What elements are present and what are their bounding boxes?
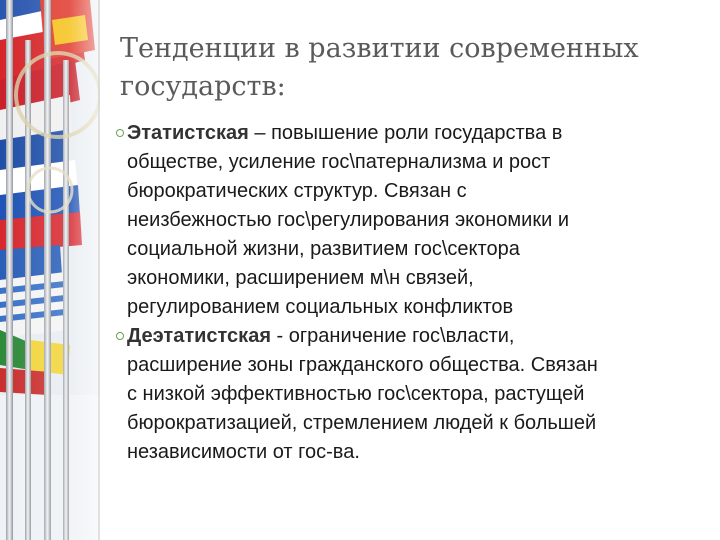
slide-title-line: Тенденции в развитии современных (120, 33, 639, 64)
slide-title (120, 30, 680, 106)
list-item (116, 322, 706, 467)
list-item-text: расширение зоны гражданского общества. Связан (127, 354, 598, 376)
term-label: Деэтатистская (127, 325, 271, 347)
list-item-text: неизбежностью гос\регулирования экономики и (127, 209, 569, 231)
list-item-text: регулированием социальных конфликтов (127, 296, 514, 318)
flags-on-poles-image (0, 0, 100, 540)
list-item-text: обществе, усиление гос\патернализма и рост (127, 151, 551, 173)
list-item-text: независимости от гос-ва. (127, 441, 360, 463)
list-item-text: социальной жизни, развитием гос\сектора (127, 238, 520, 260)
slide-content (100, 0, 720, 540)
slide-title-line: государств: (120, 71, 286, 102)
circle-bullet-icon (116, 129, 124, 137)
list-item (116, 119, 706, 322)
list-item-text: с низкой эффективностью гос\сектора, растущей (127, 383, 585, 405)
term-label: Этатистская (127, 122, 249, 144)
list-item-text: бюрократических структур. Связан с (127, 180, 467, 202)
circle-bullet-icon (116, 332, 124, 340)
list-item-text: экономики, расширением м\н связей, (127, 267, 474, 289)
list-item-text: бюрократизацией, стремлением людей к большей (127, 412, 597, 434)
list-item-text: - ограничение гос\власти, (270, 325, 515, 347)
list-item-text: – повышение роли государства в (248, 122, 563, 144)
bullet-list (116, 119, 706, 467)
